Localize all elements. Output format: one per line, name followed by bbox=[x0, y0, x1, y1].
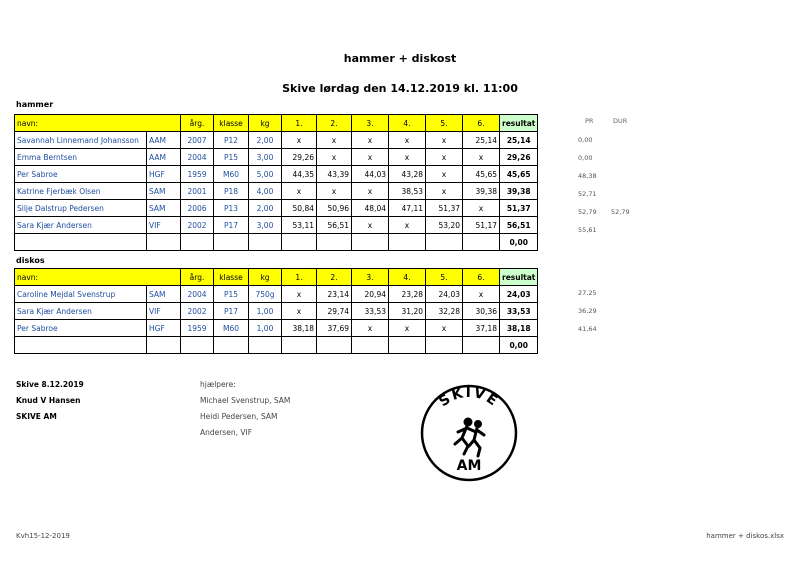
footer-date: Skive 8.12.2019 bbox=[16, 380, 84, 389]
col-header: navn: bbox=[15, 269, 181, 286]
cell-result: 25,14 bbox=[500, 132, 538, 149]
cell-year: 1959 bbox=[181, 166, 214, 183]
cell-cls: M60 bbox=[214, 166, 249, 183]
cell-club: HGF bbox=[147, 320, 181, 337]
cell-throw: x bbox=[317, 132, 352, 149]
cell-throw: 45,65 bbox=[463, 166, 500, 183]
pr-value: 52,79 bbox=[578, 208, 597, 216]
cell-throw: x bbox=[463, 286, 500, 303]
cell-throw bbox=[463, 337, 500, 354]
cell-throw: x bbox=[463, 149, 500, 166]
cell-throw: x bbox=[317, 149, 352, 166]
col-header: navn: bbox=[15, 115, 181, 132]
cell-throw: 48,04 bbox=[352, 200, 389, 217]
dur-value: 52,79 bbox=[611, 208, 630, 216]
cell-throw: x bbox=[352, 149, 389, 166]
cell-club: HGF bbox=[147, 166, 181, 183]
cell-kg: 750g bbox=[249, 286, 282, 303]
cell-result: 24,03 bbox=[500, 286, 538, 303]
cell-throw: x bbox=[426, 320, 463, 337]
cell-throw: 29,74 bbox=[317, 303, 352, 320]
cell-throw: 51,37 bbox=[426, 200, 463, 217]
cell-year: 2002 bbox=[181, 303, 214, 320]
skive-am-logo bbox=[418, 382, 520, 484]
col-header: kg bbox=[249, 269, 282, 286]
bottom-right-filename: hammer + diskos.xlsx bbox=[706, 532, 784, 540]
helper-3: Andersen, VIF bbox=[200, 428, 253, 437]
cell-result: 0,00 bbox=[500, 234, 538, 251]
cell-year bbox=[181, 234, 214, 251]
cell-throw: x bbox=[389, 320, 426, 337]
cell-name: Sara Kjær Andersen bbox=[15, 217, 147, 234]
cell-throw: 39,38 bbox=[463, 183, 500, 200]
cell-cls: P12 bbox=[214, 132, 249, 149]
dur-header: DUR bbox=[613, 117, 628, 125]
cell-result: 33,53 bbox=[500, 303, 538, 320]
logo-text-bottom: AM bbox=[456, 458, 482, 474]
cell-result: 38,18 bbox=[500, 320, 538, 337]
table-row bbox=[15, 337, 538, 354]
cell-cls: P15 bbox=[214, 149, 249, 166]
cell-throw: 31,20 bbox=[389, 303, 426, 320]
cell-throw bbox=[426, 337, 463, 354]
cell-throw: x bbox=[317, 183, 352, 200]
svg-text:SKIVE bbox=[436, 385, 502, 410]
col-header: årg. bbox=[181, 269, 214, 286]
cell-name: Emma Berntsen bbox=[15, 149, 147, 166]
cell-name: Katrine Fjerbæk Olsen bbox=[15, 183, 147, 200]
cell-throw: x bbox=[426, 166, 463, 183]
cell-cls bbox=[214, 337, 249, 354]
table-row bbox=[15, 234, 538, 251]
pr-value: 48,38 bbox=[578, 172, 597, 180]
cell-throw bbox=[389, 337, 426, 354]
cell-cls bbox=[214, 234, 249, 251]
section-label-diskos: diskos bbox=[16, 256, 45, 265]
cell-result: 39,38 bbox=[500, 183, 538, 200]
cell-throw: x bbox=[282, 183, 317, 200]
cell-name: Per Sabroe bbox=[15, 166, 147, 183]
helper-1: Michael Svenstrup, SAM bbox=[200, 396, 291, 405]
cell-year: 2006 bbox=[181, 200, 214, 217]
cell-throw: x bbox=[389, 217, 426, 234]
cell-club: SAM bbox=[147, 183, 181, 200]
cell-name: Per Sabroe bbox=[15, 320, 147, 337]
cell-throw: 29,26 bbox=[282, 149, 317, 166]
cell-throw: 44,35 bbox=[282, 166, 317, 183]
pr-header: PR bbox=[585, 117, 594, 125]
pr-value: 41,64 bbox=[578, 325, 597, 333]
col-header: 4. bbox=[389, 115, 426, 132]
cell-kg: 4,00 bbox=[249, 183, 282, 200]
cell-name: Sara Kjær Andersen bbox=[15, 303, 147, 320]
cell-throw: x bbox=[282, 286, 317, 303]
cell-result: 0,00 bbox=[500, 337, 538, 354]
cell-cls: P17 bbox=[214, 303, 249, 320]
pr-value: 27,25 bbox=[578, 289, 597, 297]
cell-throw bbox=[426, 234, 463, 251]
cell-club: VIF bbox=[147, 303, 181, 320]
cell-kg: 1,00 bbox=[249, 303, 282, 320]
cell-name: Savannah Linnemand Johansson bbox=[15, 132, 147, 149]
cell-throw: x bbox=[352, 183, 389, 200]
cell-club bbox=[147, 337, 181, 354]
cell-club: SAM bbox=[147, 200, 181, 217]
col-header: 6. bbox=[463, 115, 500, 132]
cell-throw: x bbox=[426, 132, 463, 149]
col-header: 1. bbox=[282, 115, 317, 132]
col-header: 2. bbox=[317, 115, 352, 132]
cell-result: 51,37 bbox=[500, 200, 538, 217]
col-header: 2. bbox=[317, 269, 352, 286]
cell-name: Caroline Mejdal Svenstrup bbox=[15, 286, 147, 303]
cell-throw: 23,28 bbox=[389, 286, 426, 303]
cell-throw: 50,84 bbox=[282, 200, 317, 217]
col-header: 1. bbox=[282, 269, 317, 286]
runner-icon bbox=[455, 418, 484, 456]
cell-throw: 24,03 bbox=[426, 286, 463, 303]
table-row bbox=[15, 166, 538, 183]
table-row bbox=[15, 149, 538, 166]
cell-throw: 47,11 bbox=[389, 200, 426, 217]
logo-text-top: SKIVE bbox=[436, 384, 502, 411]
cell-club bbox=[147, 234, 181, 251]
cell-throw: x bbox=[282, 303, 317, 320]
cell-kg: 2,00 bbox=[249, 132, 282, 149]
col-header: resultat bbox=[500, 269, 538, 286]
table-row bbox=[15, 286, 538, 303]
cell-throw: 30,36 bbox=[463, 303, 500, 320]
cell-throw: 43,28 bbox=[389, 166, 426, 183]
header-row bbox=[15, 115, 538, 132]
cell-name bbox=[15, 337, 147, 354]
diskos-results-table bbox=[14, 268, 538, 354]
cell-cls: P18 bbox=[214, 183, 249, 200]
cell-cls: P13 bbox=[214, 200, 249, 217]
cell-throw: 33,53 bbox=[352, 303, 389, 320]
footer-name: Knud V Hansen bbox=[16, 396, 81, 405]
col-header: klasse bbox=[214, 115, 249, 132]
footer-club: SKIVE AM bbox=[16, 412, 57, 421]
cell-throw: 43,39 bbox=[317, 166, 352, 183]
col-header: årg. bbox=[181, 115, 214, 132]
cell-throw: x bbox=[352, 217, 389, 234]
cell-throw: 37,18 bbox=[463, 320, 500, 337]
cell-throw: 53,11 bbox=[282, 217, 317, 234]
cell-throw bbox=[352, 234, 389, 251]
cell-year: 2004 bbox=[181, 286, 214, 303]
cell-throw: 37,69 bbox=[317, 320, 352, 337]
cell-throw: 25,14 bbox=[463, 132, 500, 149]
pr-value: 55,61 bbox=[578, 226, 597, 234]
pr-value: 36,29 bbox=[578, 307, 597, 315]
cell-throw: 50,96 bbox=[317, 200, 352, 217]
cell-name bbox=[15, 234, 147, 251]
cell-throw bbox=[282, 337, 317, 354]
cell-club: AAM bbox=[147, 149, 181, 166]
cell-throw: 44,03 bbox=[352, 166, 389, 183]
cell-throw bbox=[317, 337, 352, 354]
pr-value: 0,00 bbox=[578, 136, 593, 144]
col-header: 3. bbox=[352, 115, 389, 132]
cell-kg: 3,00 bbox=[249, 149, 282, 166]
table-row bbox=[15, 132, 538, 149]
cell-throw bbox=[317, 234, 352, 251]
bottom-left-stamp: Kvh15-12-2019 bbox=[16, 532, 70, 540]
table-row bbox=[15, 303, 538, 320]
cell-year: 1959 bbox=[181, 320, 214, 337]
cell-throw: x bbox=[282, 132, 317, 149]
cell-throw: x bbox=[426, 149, 463, 166]
cell-throw: x bbox=[389, 132, 426, 149]
cell-throw: x bbox=[352, 132, 389, 149]
col-header: 5. bbox=[426, 269, 463, 286]
cell-throw: x bbox=[463, 200, 500, 217]
helper-2: Heidi Pedersen, SAM bbox=[200, 412, 278, 421]
table-row bbox=[15, 320, 538, 337]
cell-throw: 38,18 bbox=[282, 320, 317, 337]
cell-kg: 5,00 bbox=[249, 166, 282, 183]
cell-kg: 2,00 bbox=[249, 200, 282, 217]
cell-kg: 3,00 bbox=[249, 217, 282, 234]
pr-value: 0,00 bbox=[578, 154, 593, 162]
header-row bbox=[15, 269, 538, 286]
col-header: resultat bbox=[500, 115, 538, 132]
page-title: hammer + diskost bbox=[343, 52, 457, 65]
pr-value: 52,71 bbox=[578, 190, 597, 198]
page-subtitle: Skive lørdag den 14.12.2019 kl. 11:00 bbox=[282, 82, 518, 95]
helpers-label: hjælpere: bbox=[200, 380, 236, 389]
cell-throw: 32,28 bbox=[426, 303, 463, 320]
cell-cls: M60 bbox=[214, 320, 249, 337]
col-header: kg bbox=[249, 115, 282, 132]
hammer-results-table bbox=[14, 114, 538, 251]
cell-throw bbox=[389, 234, 426, 251]
section-label-hammer: hammer bbox=[16, 100, 54, 109]
cell-throw: 56,51 bbox=[317, 217, 352, 234]
cell-throw bbox=[352, 337, 389, 354]
cell-throw: 53,20 bbox=[426, 217, 463, 234]
cell-year: 2004 bbox=[181, 149, 214, 166]
col-header: 5. bbox=[426, 115, 463, 132]
cell-year: 2001 bbox=[181, 183, 214, 200]
cell-club: AAM bbox=[147, 132, 181, 149]
cell-year bbox=[181, 337, 214, 354]
cell-throw: 38,53 bbox=[389, 183, 426, 200]
cell-cls: P15 bbox=[214, 286, 249, 303]
col-header: klasse bbox=[214, 269, 249, 286]
cell-throw: x bbox=[426, 183, 463, 200]
table-row bbox=[15, 217, 538, 234]
cell-club: VIF bbox=[147, 217, 181, 234]
table-row bbox=[15, 183, 538, 200]
cell-kg: 1,00 bbox=[249, 320, 282, 337]
cell-result: 56,51 bbox=[500, 217, 538, 234]
cell-throw: 51,17 bbox=[463, 217, 500, 234]
cell-result: 29,26 bbox=[500, 149, 538, 166]
cell-name: Silje Dalstrup Pedersen bbox=[15, 200, 147, 217]
col-header: 4. bbox=[389, 269, 426, 286]
table-row bbox=[15, 200, 538, 217]
cell-throw: 23,14 bbox=[317, 286, 352, 303]
cell-cls: P17 bbox=[214, 217, 249, 234]
cell-throw bbox=[282, 234, 317, 251]
cell-club: SAM bbox=[147, 286, 181, 303]
cell-year: 2007 bbox=[181, 132, 214, 149]
cell-throw: x bbox=[389, 149, 426, 166]
col-header: 6. bbox=[463, 269, 500, 286]
cell-kg bbox=[249, 337, 282, 354]
cell-kg bbox=[249, 234, 282, 251]
cell-throw: 20,94 bbox=[352, 286, 389, 303]
cell-throw: x bbox=[352, 320, 389, 337]
col-header: 3. bbox=[352, 269, 389, 286]
cell-year: 2002 bbox=[181, 217, 214, 234]
cell-throw bbox=[463, 234, 500, 251]
cell-result: 45,65 bbox=[500, 166, 538, 183]
